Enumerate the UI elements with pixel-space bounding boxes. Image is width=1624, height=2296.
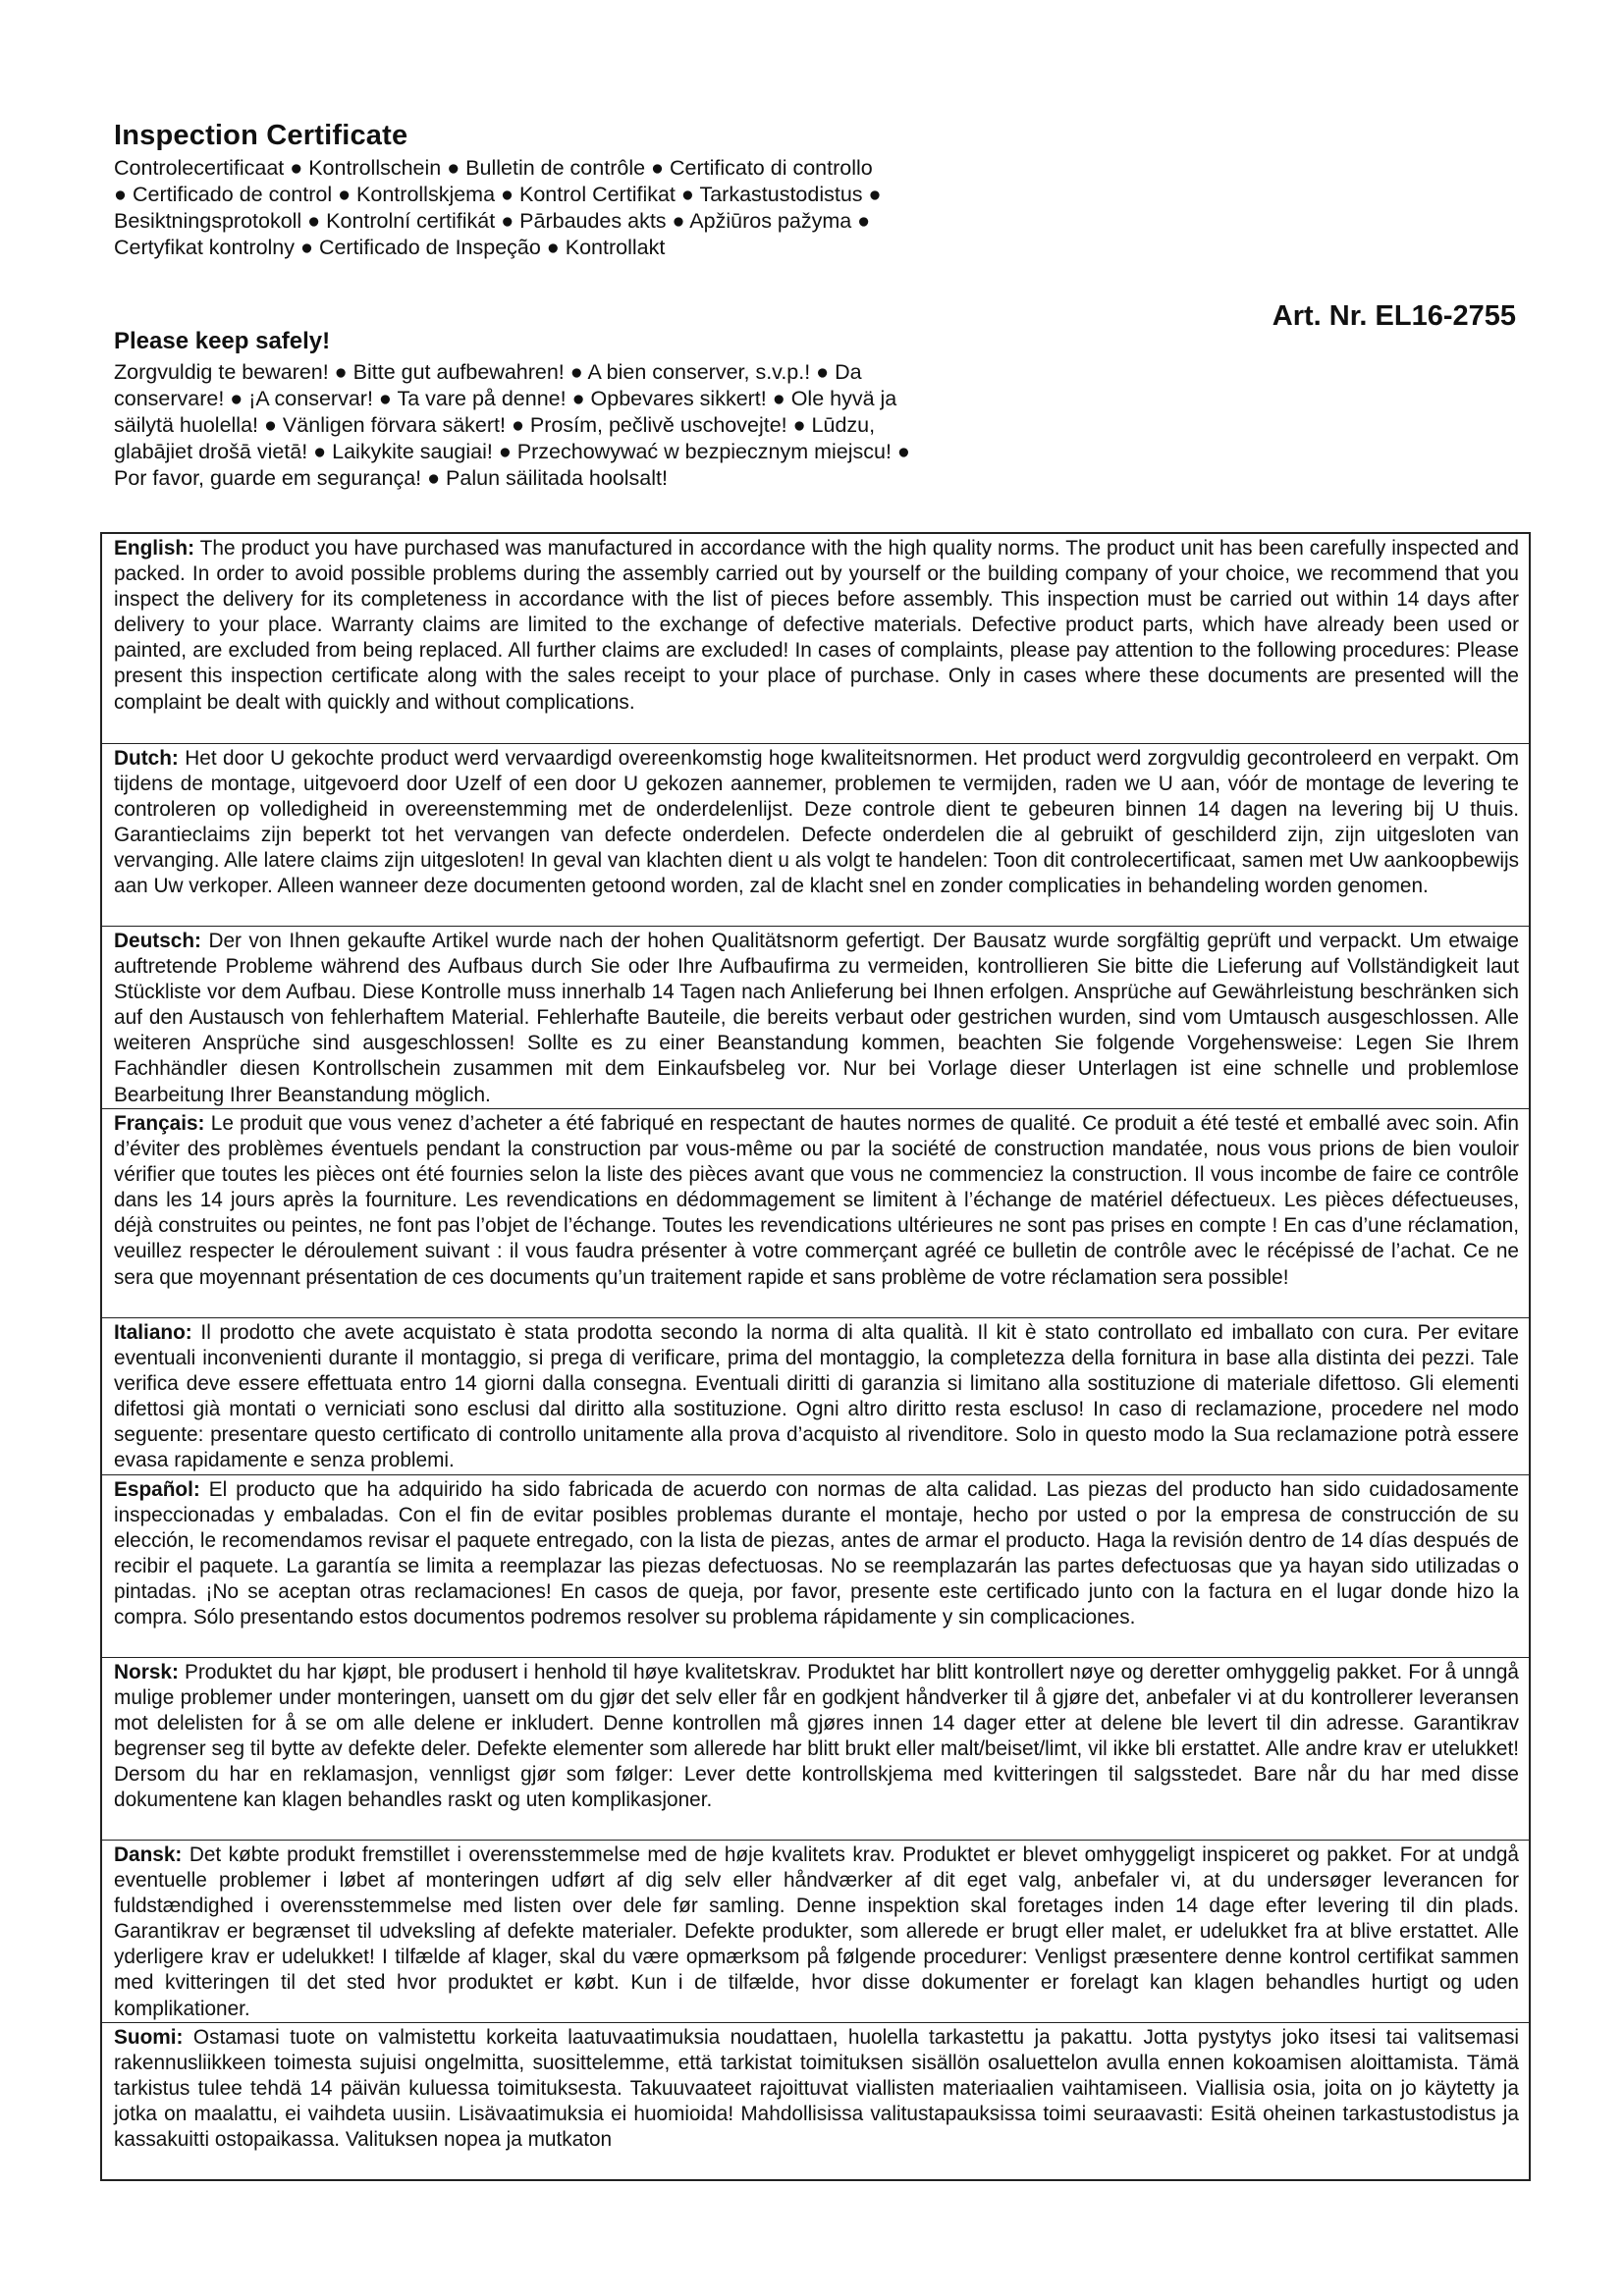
section-language-label: Dansk: (114, 1843, 183, 1866)
keep-safely-heading: Please keep safely! (114, 328, 331, 354)
section-text: Der von Ihnen gekaufte Artikel wurde nach der hohen Qualitätsnorm gefertigt. Der Bausatz wurde sorgfältig geprüft und verpackt. Um etwaige auftretende Probleme während des Aufbaus durch Sie oder Ihre Aufbaufirma zu vermeiden, kontrollieren Sie bitte die Lieferung auf Vollständigkeit laut Stückliste vor dem Aufbau. Diese Kontrolle muss innerhalb 14 Tagen nach Anlieferung bei Ihnen erfolgen. Ansprüche auf Gewährleistung beschränken sich auf den Austausch von fehlerhaftem Material. Fehlerhafte Bauteile, die bereits verbaut oder gestrichen wurden, sind vom Umtausch ausgeschlossen. Alle weiteren Ansprüche sind ausgeschlossen! Sollte es zu einer Beanstandung kommen, beachten Sie folgende Vorgehensweise: Legen Sie Ihrem Fachhändler diesen Kontrollschein zusammen mit dem Einkaufsbeleg vor. Nur bei Vorlage dieser Unterlagen ist eine schnelle und problemlose Bearbeitung Ihrer Beanstandung möglich. (114, 930, 1519, 1106)
section-language-label: Suomi: (114, 2026, 184, 2049)
section-language-label: Norsk: (114, 1661, 179, 1683)
section-text: Het door U gekochte product werd vervaardigd overeenkomstig hoge kwaliteitsnormen. Het product werd zorgvuldig gecontroleerd en verpakt. Om tijdens de montage, uitgevoerd door Uzelf of een door U gekozen aannemer, problemen te vermijden, raden we U aan, vóór de montage de levering te controleren op volledigheid in overeenstemming met de onderdelenlijst. Deze controle dient te gebeuren binnen 14 dagen na levering bij U thuis. Garantieclaims zijn beperkt tot het vervangen van defecte onderdelen. Defecte onderdelen die al gebruikt of geschilderd zijn, zijn uitgesloten van vervanging. Alle latere claims zijn uitgesloten! In geval van klachten dient u als volgt te handelen: Toon dit controlecertificaat, samen met Uw aankoopbewijs aan Uw verkoper. Alleen wanneer deze documenten getoond worden, zal de klacht snel en zonder complicaties in behandeling worden genomen. (114, 747, 1519, 898)
keep-safely-translations: Zorgvuldig te bewaren! ● Bitte gut aufbewahren! ● A bien conserver, s.v.p.! ● Da conservare! ● ¡A conservar! ● Ta vare på denne! ● Opbevares sikkert! ● Ole hyvä ja säilytä huolella! ● Vänligen förvara säkert! ● Prosím, pečlivě uschovejte! ● Lūdzu, glabājiet drošā vietā! ● Laikykite saugiai! ● Przechowywać w bezpiecznym miejscu! ● Por favor, guarde em segurança! ● Palun säilitada hoolsalt! (114, 360, 910, 490)
section-norsk (102, 1657, 1529, 1840)
page-title: Inspection Certificate (114, 120, 408, 151)
section-language-label: Français: (114, 1112, 205, 1135)
section-english (102, 534, 1529, 743)
section-italiano (102, 1317, 1529, 1474)
section-text: Il prodotto che avete acquistato è stata prodotta secondo la norma di alta qualità. Il kit è stato controllato ed imballato con cura. Per evitare eventuali inconvenienti durante il montaggio, si prega di verificare, prima del montaggio, la completezza della fornitura in base alla distinta dei pezzi. Tale verifica deve essere effettuata entro 14 giorni dalla consegna. Eventuali diritti di garanzia si limitano alla sostituzione di materiale difettoso. Gli elementi difettosi già montati o verniciati sono esclusi dal diritto alla sostituzione. Ogni altro diritto resta escluso! In caso di reclamazione, procedere nel modo seguente: presentare questo certificato di controllo unitamente alla prova d’acquisto al rivenditore. Solo in questo modo la Sua reclamazione potrà essere evasa rapidamente e senza problemi. (114, 1321, 1519, 1472)
section-francais (102, 1108, 1529, 1317)
section-language-label: Deutsch: (114, 930, 201, 952)
section-language-label: English: (114, 537, 195, 560)
section-language-label: Español: (114, 1478, 200, 1501)
language-sections-table (100, 532, 1531, 2181)
section-text: Det købte produkt fremstillet i overensstemmelse med de høje kvalitets krav. Produktet er blevet omhyggeligt inspiceret og pakket. For at undgå eventuelle problemer i løbet af monteringen udført af dig selv eller håndværker af dit eget valg, anbefaler vi, at du undersøger leverancen for fuldstændighed i overensstemmelse med listen over dele før samling. Denne inspektion skal foretages inden 14 dage efter levering til din plads. Garantikrav er begrænset til udveksling af defekte materialer. Defekte produkter, som allerede er brugt eller malet, er udelukket fra at blive erstattet. Alle yderligere krav er udelukket! I tilfælde af klager, skal du være opmærksom på følgende procedurer: Venligst præsentere denne kontrol certifikat sammen med kvitteringen til det sted hvor produktet er købt. Kun i de tilfælde, hvor disse dokumenter er forelagt kan klagen behandles hurtigt og uden komplikationer. (114, 1843, 1520, 2020)
section-text: The product you have purchased was manufactured in accordance with the high quality norms. The product unit has been carefully inspected and packed. In order to avoid possible problems during the assembly carried out by yourself or the building company of your choice, we recommend that you inspect the delivery for its completeness in accordance with the list of pieces before assembly. This inspection must be carried out within 14 days after delivery to your place. Warranty claims are limited to the exchange of defective materials. Defective product parts, which have already been used or painted, are excluded from being replaced. All further claims are excluded! In cases of complaints, please pay attention to the following procedures: Please present this inspection certificate along with the sales receipt to your place of purchase. Only in cases where these documents are presented will the complaint be dealt with quickly and without complications. (114, 537, 1519, 714)
section-text: Le produit que vous venez d’acheter a été fabriqué en respectant de hautes normes de qualité. Ce produit a été testé et emballé avec soin. Afin d’éviter des problèmes éventuels pendant la construction par vous-même ou par la société de construction mandatée, nous vous prions de bien vouloir vérifier que toutes les pièces ont été fournies selon la liste des pièces avant que vous ne commenciez la construction. Il vous incombe de faire ce contrôle dans les 14 jours après la fourniture. Les revendications en dédommagement se limitent à l’échange de matériel défectueux. Les pièces défectueuses, déjà construites ou peintes, ne font pas l’objet de l’échange. Toutes les revendications ultérieures ne sont pas prises en compte ! En cas d’une réclamation, veuillez respecter le déroulement suivant : il vous faudra présenter à votre commerçant agréé ce bulletin de contrôle avec le récépissé de l’achat. Ce ne sera que moyennant présentation de ces documents qu’un traitement rapide et sans problème de votre réclamation sera possible! (114, 1112, 1519, 1289)
section-deutsch (102, 926, 1529, 1108)
section-language-label: Italiano: (114, 1321, 192, 1344)
section-language-label: Dutch: (114, 747, 179, 770)
section-dutch (102, 743, 1529, 926)
title-translations: Controlecertificaat ● Kontrollschein ● Bulletin de contrôle ● Certificato di controllo ● Certificado de control ● Kontrollskjema ● Kontrol Certifikat ● Tarkastustodistus ● Besiktningsprotokoll ● Kontrolní certifikát ● Pārbaudes akts ● Apžiūros pažyma ● Certyfikat kontrolny ● Certificado de Inspeção ● Kontrollakt (114, 156, 882, 259)
section-espanol (102, 1474, 1529, 1657)
section-dansk (102, 1840, 1529, 2022)
section-text: Ostamasi tuote on valmistettu korkeita laatuvaatimuksia noudattaen, huolella tarkastettu ja pakattu. Jotta pystytys joko itsesi tai valitsemasi rakennusliikkeen toimesta sujuisi ongelmitta, suosittelemme, että tarkistat toimituksen sisällön osaluettelon avulla ennen kokoamisen aloittamista. Tämä tarkistus tulee tehdä 14 päivän kuluessa toimituksesta. Takuuvaateet rajoittuvat viallisten materiaalien vaihtamiseen. Viallisia osia, joita on jo käytetty ja jotka on maalattu, ei vaihdeta uusiin. Lisävaatimuksia ei huomioida! Mahdollisissa valitustapauksissa toimi seuraavasti: Esitä oheinen tarkastustodistus ja kassakuitti ostopaikassa. Valituksen nopea ja mutkaton (114, 2026, 1519, 2152)
section-text: El producto que ha adquirido ha sido fabricada de acuerdo con normas de alta calidad. Las piezas del producto han sido cuidadosamente inspeccionadas y embaladas. Con el fin de evitar posibles problemas durante el montaje, hecho por usted o por la empresa de construcción de su elección, le recomendamos revisar el paquete entregado, con la lista de piezas, antes de armar el producto. Haga la revisión dentro de 14 días después de recibir el paquete. La garantía se limita a reemplazar las piezas defectuosas. No se reemplazarán las partes defectuosas que ya hayan sido utilizadas o pintadas. ¡No se aceptan otras reclamaciones! En casos de queja, por favor, presente este certificado junto con la factura en el lugar donde hizo la compra. Sólo presentando estos documentos podremos resolver su problema rápidamente y sin complicaciones. (114, 1478, 1519, 1629)
article-number: Art. Nr. EL16-2755 (1272, 300, 1516, 332)
section-text: Produktet du har kjøpt, ble produsert i henhold til høye kvalitetskrav. Produktet har blitt kontrollert nøye og deretter omhyggelig pakket. For å unngå mulige problemer under monteringen, uansett om du gjør det selv eller får en godkjent håndverker til å gjøre det, anbefaler vi at du kontrollerer leveransen mot delelisten for å se om alle delene er inkludert. Denne kontrollen må gjøres innen 14 dager etter at delene ble levert til din adresse. Garantikrav begrenser seg til bytte av defekte deler. Defekte elementer som allerede har blitt brukt eller malt/beiset/limt, vil ikke bli erstattet. Alle andre krav er utelukket! Dersom du har en reklamasjon, vennligst gjør som følger: Lever dette kontrollskjema med kvitteringen til salgsstedet. Bare når du har med disse dokumentene kan klagen behandles raskt og uten komplikasjoner. (114, 1661, 1519, 1812)
section-suomi (102, 2022, 1529, 2179)
